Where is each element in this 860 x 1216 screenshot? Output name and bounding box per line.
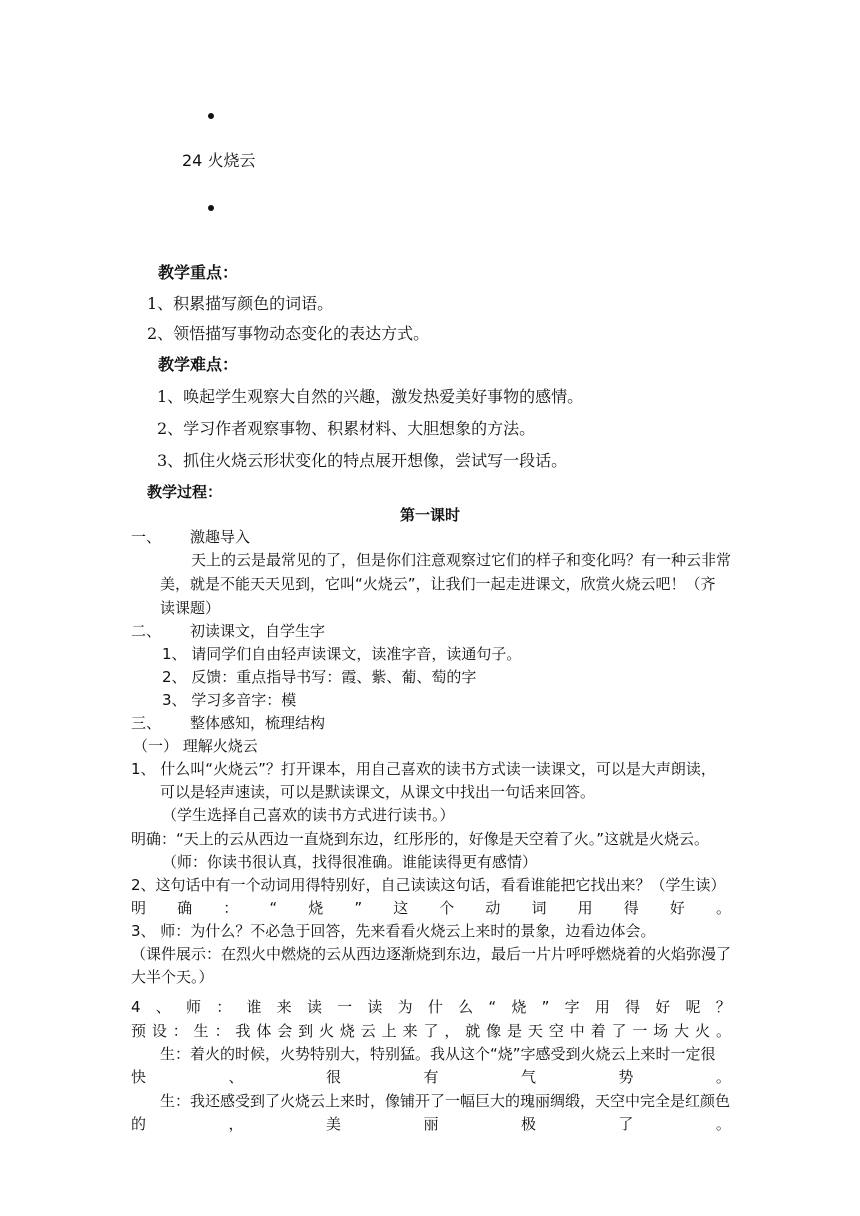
justified-char: 体	[256, 1022, 272, 1040]
justified-char: 有	[423, 1068, 439, 1086]
section-title: 初读课文，自学生字	[190, 622, 326, 640]
justified-char: 就	[465, 1022, 481, 1040]
justified-char: 生	[193, 1022, 209, 1040]
paragraph-line: （师：你读书很认真，找得很准确。谁能读得更有感情）	[162, 853, 538, 871]
justified-char: 的	[131, 1115, 147, 1133]
justified-char: 空	[548, 1022, 564, 1040]
subsection-title: （一） 理解火烧云	[133, 737, 258, 755]
justified-char: 动	[485, 899, 501, 917]
justified-char: 快	[131, 1068, 147, 1086]
justified-char: “	[488, 998, 497, 1016]
paragraph-line: 生：着火的时候，火势特别大，特别猛。我从这个“烧”字感受到火烧云上来时一定很	[160, 1045, 716, 1063]
justified-char: 美	[325, 1115, 341, 1133]
justified-char: 着	[590, 1022, 606, 1040]
justified-char: 烧	[308, 899, 324, 917]
justified-char: ：	[172, 1022, 188, 1040]
paragraph-line: 天上的云是最常见的了，但是你们注意观察过它们的样子和变化吗？有一种云非常	[191, 551, 732, 569]
paragraph-line: 3、 师：为什么？不必急于回答，先来看看火烧云上来时的景象，边看边体会。	[131, 922, 656, 940]
key-point-item: 1、积累描写颜色的词语。	[147, 294, 334, 313]
bullet-dot	[208, 205, 214, 211]
justified-char: 词	[531, 899, 547, 917]
paragraph-line: 美，就是不能天天见到，它叫“火烧云”，让我们一起走进课文，欣赏火烧云吧！（齐	[160, 575, 716, 593]
justified-char: 一	[632, 1022, 648, 1040]
list-item: 1、 请同学们自由轻声读课文，读准字音，读通句子。	[162, 645, 522, 663]
paragraph-line: （课件展示：在烈火中燃烧的云从西边逐渐烧到东边，最后一片片呼呼燃烧着的火焰弥漫了	[131, 945, 732, 963]
justified-char: 字	[564, 998, 580, 1016]
justified-char: 什	[427, 998, 443, 1016]
justified-char: 一	[337, 998, 353, 1016]
page-title: 24 火烧云	[182, 151, 256, 170]
justified-char: 用	[594, 998, 610, 1016]
justified-char: 来	[276, 998, 292, 1016]
list-item: 2、 反馈：重点指导书写：霞、紫、葡、萄的字	[162, 668, 477, 686]
justified-char: 么	[458, 998, 474, 1016]
justified-char: 个	[439, 899, 455, 917]
justified-char: 来	[402, 1022, 418, 1040]
justified-char: 为	[397, 998, 413, 1016]
justified-char: 读	[306, 998, 322, 1016]
justified-char: 火	[695, 1022, 711, 1040]
justified-char: 极	[520, 1115, 536, 1133]
justified-char: 。	[715, 1068, 731, 1086]
difficulties-heading: 教学难点：	[158, 355, 239, 374]
section-title: 激趣导入	[190, 528, 251, 546]
justified-char: ，	[444, 1022, 460, 1040]
justified-char: 天	[527, 1022, 543, 1040]
justified-line	[131, 898, 731, 918]
paragraph-line: （学生选择自己喜欢的读书方式进行读书。）	[162, 806, 455, 824]
justified-char: 明	[131, 899, 147, 917]
justified-char: 用	[577, 899, 593, 917]
justified-line	[131, 997, 731, 1017]
justified-char: 场	[653, 1022, 669, 1040]
justified-char: 是	[507, 1022, 523, 1040]
paragraph-line: 生：我还感受到了火烧云上来时，像铺开了一幅巨大的瑰丽绸缎，天空中完全是红颜色	[160, 1092, 731, 1110]
justified-char: 了	[611, 1022, 627, 1040]
paragraph-line: 大半个天。）	[131, 968, 214, 986]
justified-char: 云	[360, 1022, 376, 1040]
justified-char: ，	[228, 1115, 244, 1133]
justified-char: 呢	[685, 998, 701, 1016]
justified-char: 会	[277, 1022, 293, 1040]
justified-char: 确	[177, 899, 193, 917]
justified-char: 谁	[246, 998, 262, 1016]
process-heading: 教学过程：	[147, 483, 223, 501]
bullet-dot	[208, 113, 214, 119]
justified-char: 势	[618, 1068, 634, 1086]
key-point-item: 2、领悟描写事物动态变化的表达方式。	[147, 324, 430, 343]
justified-char: 很	[325, 1068, 341, 1086]
paragraph-line: 1、 什么叫“火烧云”？打开课本，用自己喜欢的读书方式读一读课文，可以是大声朗读，	[131, 760, 716, 778]
justified-char: 烧	[339, 1022, 355, 1040]
justified-char: 好	[655, 998, 671, 1016]
justified-char: 设	[151, 1022, 167, 1040]
justified-char: ：	[223, 899, 239, 917]
justified-char: 。	[715, 1022, 731, 1040]
justified-char: ：	[216, 998, 232, 1016]
paragraph-line: 明确：“天上的云从西边一直烧到东边，红彤彤的，好像是天空着了火。”这就是火烧云。	[131, 830, 710, 848]
justified-char: 。	[715, 899, 731, 917]
justified-char: 。	[715, 1115, 731, 1133]
justified-char: 火	[319, 1022, 335, 1040]
justified-char: ”	[354, 899, 363, 917]
justified-char: 中	[569, 1022, 585, 1040]
section-number: 三、	[131, 714, 162, 732]
justified-char: 气	[520, 1068, 536, 1086]
justified-char: 大	[674, 1022, 690, 1040]
justified-char: 预	[131, 1022, 147, 1040]
paragraph-line: 2、这句话中有一个动词用得特别好，自己读读这句话，看看谁能把它找出来？（学生读）	[131, 876, 726, 894]
justified-char: 到	[298, 1022, 314, 1040]
paragraph-line: 可以是轻声速读，可以是默读课文，从课文中找出一句话来回答。	[160, 783, 596, 801]
justified-char: 好	[669, 899, 685, 917]
difficulty-item: 1、唤起学生观察大自然的兴趣，激发热爱美好事物的感情。	[157, 387, 584, 406]
justified-char: 丽	[423, 1115, 439, 1133]
justified-line	[131, 1067, 731, 1087]
justified-char: 得	[623, 899, 639, 917]
justified-char: “	[269, 899, 278, 917]
justified-char: 、	[155, 998, 171, 1016]
justified-char: 读	[367, 998, 383, 1016]
list-item: 3、 学习多音字：模	[162, 691, 297, 709]
justified-char: 得	[625, 998, 641, 1016]
justified-char: ？	[715, 998, 731, 1016]
justified-char: 这	[393, 899, 409, 917]
justified-char: 像	[486, 1022, 502, 1040]
justified-char: ”	[541, 998, 550, 1016]
paragraph-line: 读课题）	[160, 599, 221, 617]
key-points-heading: 教学重点：	[158, 263, 239, 282]
section-number: 一、	[131, 528, 162, 546]
justified-char: 4	[131, 998, 141, 1016]
justified-char: 师	[186, 998, 202, 1016]
difficulty-item: 2、学习作者观察事物、积累材料、大胆想象的方法。	[157, 419, 536, 438]
section-number: 二、	[131, 622, 162, 640]
justified-char: 了	[618, 1115, 634, 1133]
justified-char: 了	[423, 1022, 439, 1040]
justified-line	[131, 1021, 731, 1041]
justified-line	[131, 1114, 731, 1134]
justified-char: 、	[228, 1068, 244, 1086]
justified-char: 上	[381, 1022, 397, 1040]
justified-char: 烧	[511, 998, 527, 1016]
justified-char: ：	[214, 1022, 230, 1040]
justified-char: 我	[235, 1022, 251, 1040]
lesson-title: 第一课时	[400, 506, 461, 524]
section-title: 整体感知，梳理结构	[190, 714, 326, 732]
difficulty-item: 3、抓住火烧云形状变化的特点展开想像，尝试写一段话。	[157, 451, 568, 470]
